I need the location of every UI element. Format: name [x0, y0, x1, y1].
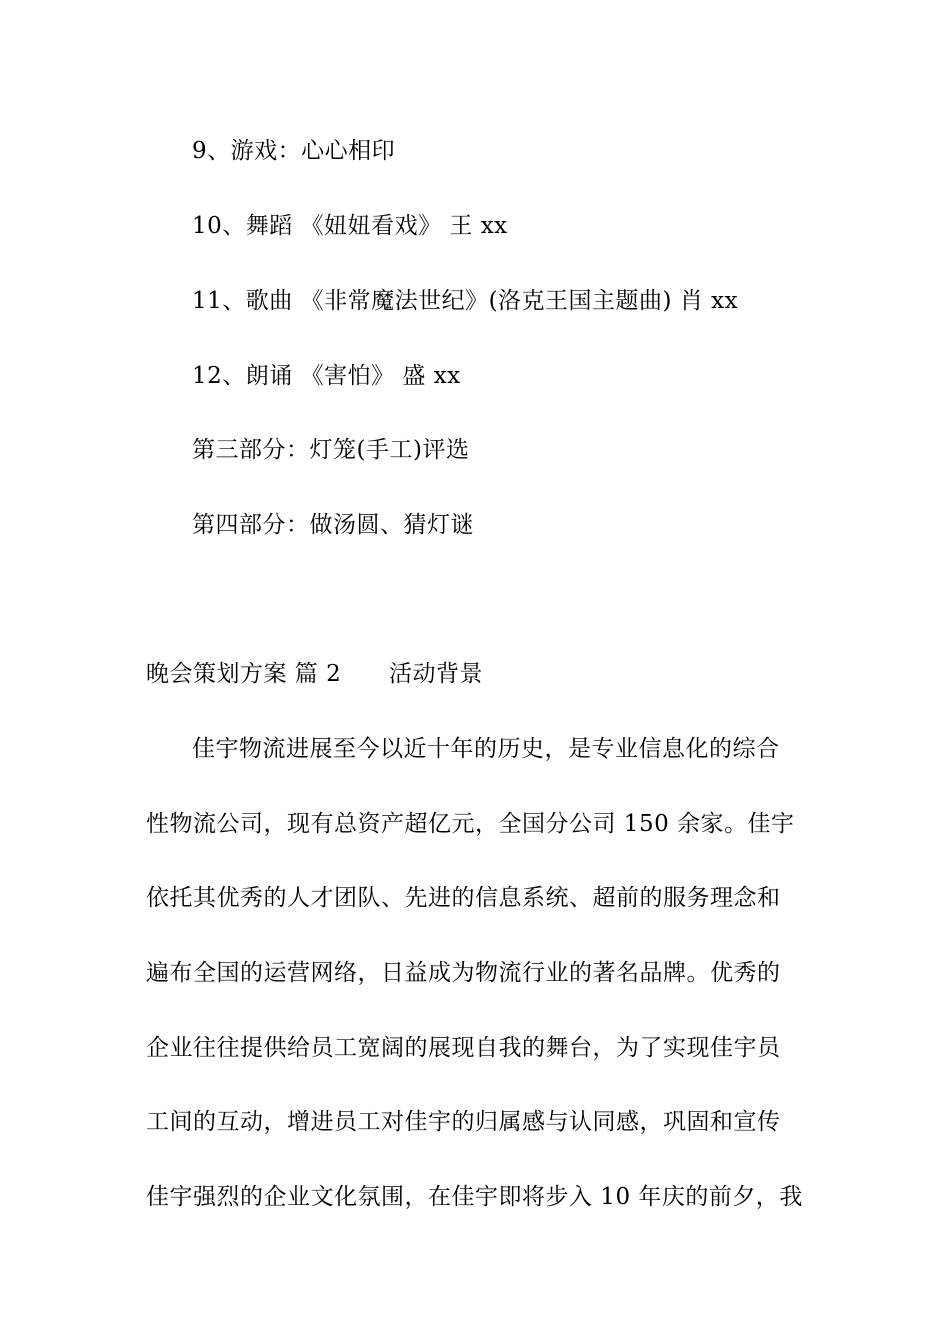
program-item-9: 9、游戏：心心相印: [192, 138, 396, 164]
body-line-6: 工间的互动，增进员工对佳宇的归属感与认同感，巩固和宣传: [146, 1109, 781, 1135]
program-item-10: 10、舞蹈 《妞妞看戏》 王 xx: [192, 213, 508, 239]
body-line-2: 性物流公司，现有总资产超亿元，全国分公司 150 余家。佳宇: [146, 811, 795, 837]
body-line-5: 企业往往提供给员工宽阔的展现自我的舞台，为了实现佳宇员: [146, 1035, 781, 1061]
part-three-heading: 第三部分：灯笼(手工)评选: [192, 437, 470, 463]
body-line-3: 依托其优秀的人才团队、先进的信息系统、超前的服务理念和: [146, 885, 781, 911]
program-item-12: 12、朗诵 《害怕》 盛 xx: [192, 363, 461, 389]
part-four-heading: 第四部分：做汤圆、猜灯谜: [192, 512, 474, 538]
section-subtitle: 活动背景: [389, 661, 483, 687]
body-line-7: 佳宇强烈的企业文化氛围，在佳宇即将步入 10 年庆的前夕，我: [146, 1184, 803, 1210]
body-line-1: 佳宇物流进展至今以近十年的历史，是专业信息化的综合: [192, 736, 780, 762]
body-line-4: 遍布全国的运营网络，日益成为物流行业的著名品牌。优秀的: [146, 960, 781, 986]
section-title: 晚会策划方案 篇 2: [146, 661, 342, 687]
program-item-11: 11、歌曲 《非常魔法世纪》(洛克王国主题曲) 肖 xx: [192, 288, 739, 314]
